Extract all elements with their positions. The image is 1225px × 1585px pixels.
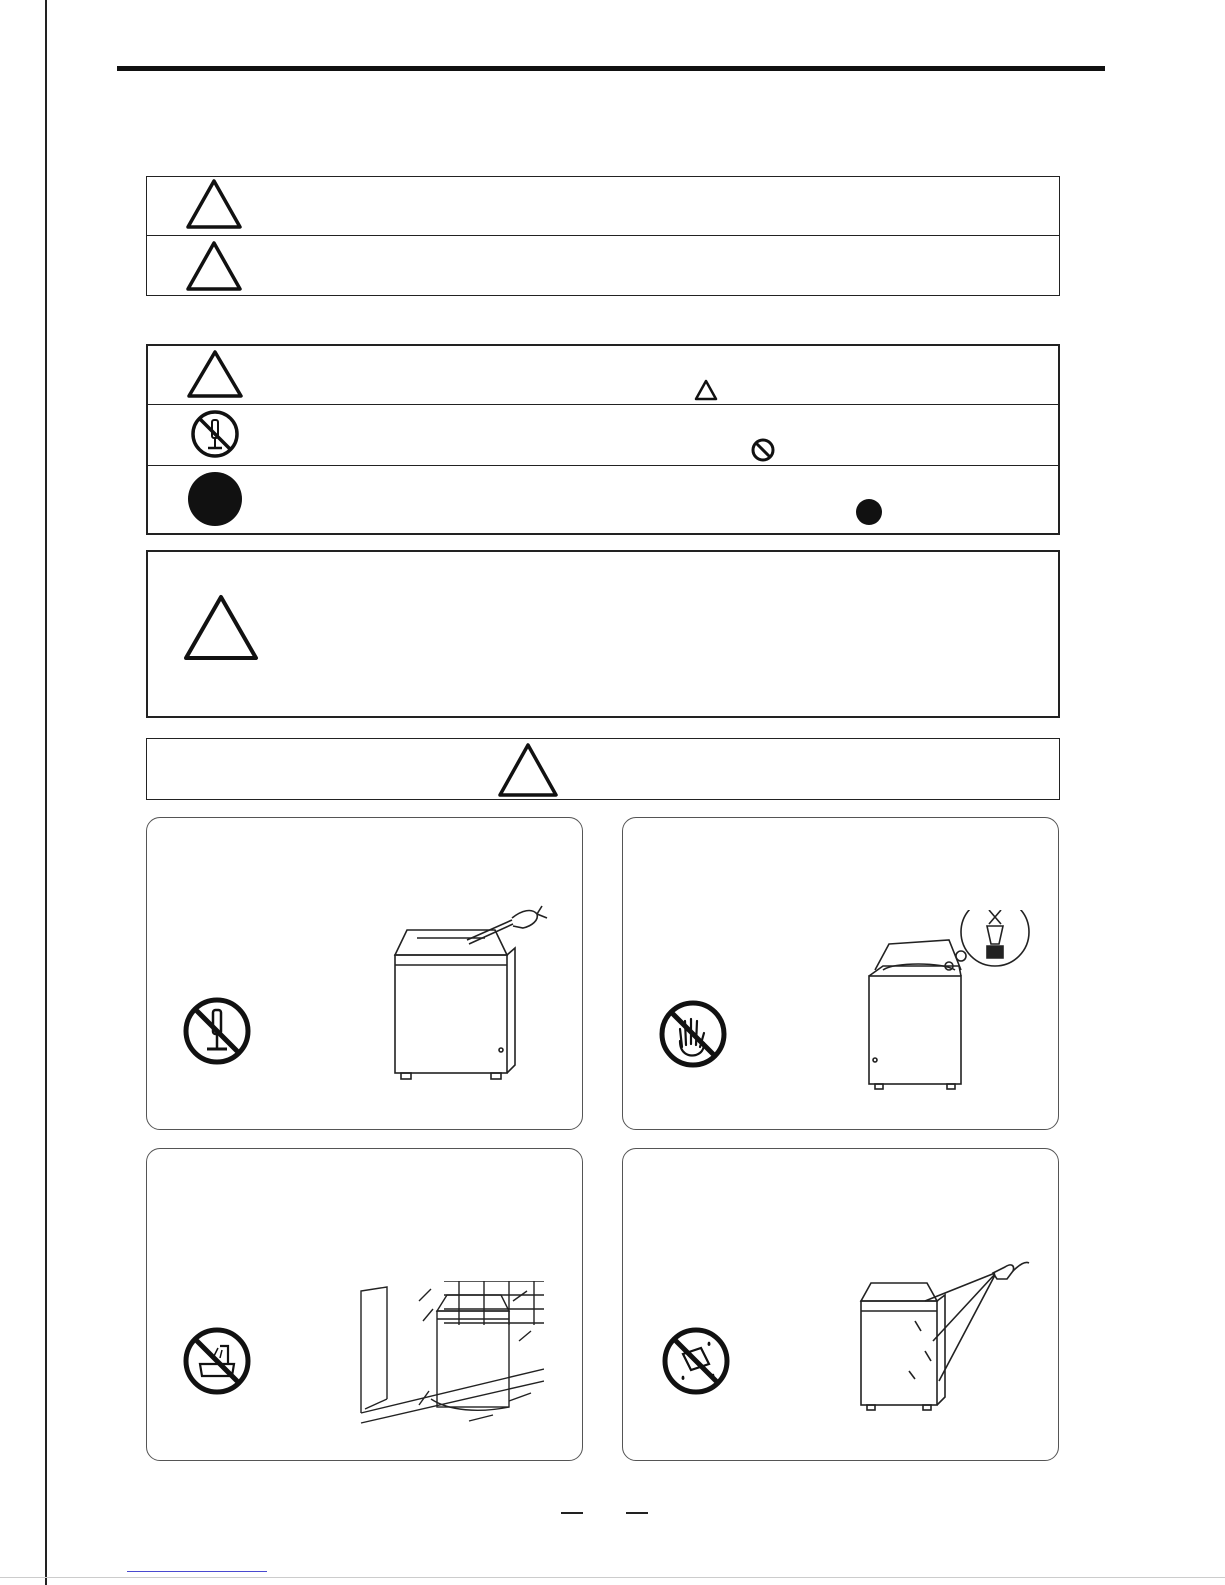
small-filled-circle-icon: [855, 498, 883, 526]
legend-divider: [147, 235, 1059, 236]
general-caution-box: [146, 550, 1060, 718]
warning-triangle-icon: [185, 348, 245, 402]
hose-spray-illustration: [855, 1261, 1030, 1416]
no-water-spray-icon: [661, 1326, 731, 1396]
bathroom-install-illustration: [359, 1281, 544, 1441]
signal-word-legend: [146, 176, 1060, 296]
symbol-legend-divider: [148, 404, 1058, 405]
filled-circle-icon: [187, 471, 243, 527]
footer-rule: [0, 1577, 1225, 1578]
spin-tub-illustration: [863, 910, 1043, 1095]
page-number-mark-left: [561, 1512, 583, 1514]
no-bathroom-icon: [182, 1326, 252, 1396]
binding-margin-line: [45, 0, 47, 1585]
panel-no-water-spray: [622, 1148, 1059, 1461]
no-disassembly-icon: [182, 996, 252, 1066]
no-disassembly-icon: [189, 408, 241, 460]
small-prohibition-icon: [750, 437, 776, 463]
warning-section-heading: [146, 738, 1060, 800]
warning-triangle-icon: [496, 741, 560, 799]
page-number-mark-right: [626, 1512, 648, 1514]
symbol-legend-divider: [148, 465, 1058, 466]
caution-triangle-icon: [181, 592, 261, 664]
panel-no-humid-place: [146, 1148, 583, 1461]
warning-triangle-icon: [184, 177, 244, 233]
panel-do-not-touch: [622, 817, 1059, 1130]
panel-do-not-disassemble: [146, 817, 583, 1130]
footer-link-underline[interactable]: [127, 1571, 267, 1572]
header-rule: [117, 66, 1105, 71]
small-triangle-icon: [693, 378, 719, 402]
technician-repair-illustration: [387, 900, 557, 1090]
no-touch-hand-icon: [658, 999, 728, 1069]
caution-triangle-icon: [184, 239, 244, 295]
symbol-legend: [146, 344, 1060, 535]
